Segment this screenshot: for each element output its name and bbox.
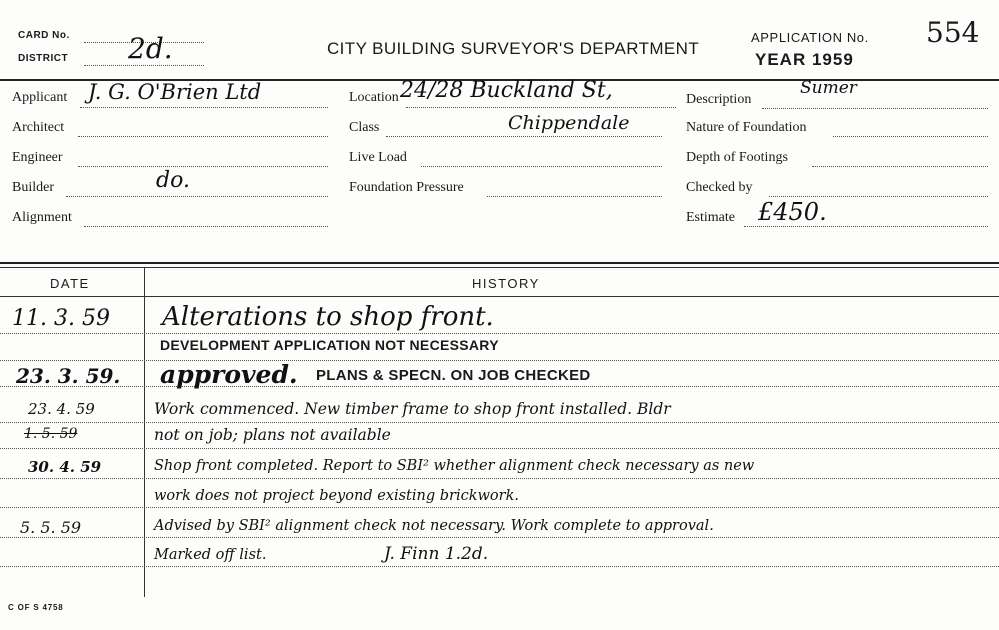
card-no-label: CARD No. [18,30,70,41]
district-label: DISTRICT [18,53,69,64]
history-entry-text: not on job; plans not available [154,426,391,444]
depth-of-footings-line [812,166,988,167]
history-date: 11. 3. 59 [12,306,110,331]
department-title: CITY BUILDING SURVEYOR'S DEPARTMENT [327,39,700,58]
district-line [84,65,204,66]
applicant-label: Applicant [12,90,68,105]
history-entry-text: approved. [160,360,298,389]
history-line [0,537,999,538]
description-line [762,108,988,109]
date-column-divider [144,267,145,597]
history-date: 5. 5. 59 [20,518,82,537]
history-entry-text: Advised by SBI² alignment check not necessary. Work complete to approval. [154,518,714,534]
history-entry-text: Work commenced. New timber frame to shop front installed. Bldr [154,400,671,418]
form-code: C OF S 4758 [8,603,64,612]
estimate-value: £450. [758,198,827,226]
foundation-pressure-line [487,196,662,197]
builder-value: do. [156,168,190,193]
builder-label: Builder [12,180,54,195]
class-label: Class [349,120,380,135]
history-line [0,478,999,479]
description-label: Description [686,92,752,107]
history-line [0,566,999,567]
alignment-line [84,226,328,227]
nature-of-foundation-label: Nature of Foundation [686,120,807,135]
history-date: 23. 4. 59 [28,400,95,418]
location-label: Location [349,90,399,105]
development-stamp: DEVELOPMENT APPLICATION NOT NECESSARY [160,337,499,353]
history-line [0,333,999,334]
alignment-label: Alignment [12,210,72,225]
application-no-value: 554 [926,16,980,49]
history-top-rule-2 [0,267,999,268]
nature-of-foundation-line [833,136,988,137]
engineer-label: Engineer [12,150,63,165]
history-top-rule [0,262,999,264]
history-entry-text: work does not project beyond existing brickwork. [154,488,519,504]
history-entry-text: Alterations to shop front. [162,302,494,332]
depth-of-footings-label: Depth of Footings [686,150,788,165]
applicant-value: J. G. O'Brien Ltd [88,80,262,104]
date-column-header: DATE [50,276,90,291]
applicant-line [80,107,328,108]
inspector-signature: J. Finn 1.2d. [384,544,489,564]
architect-line [78,136,328,137]
builder-line [66,196,328,197]
history-column-header: HISTORY [472,276,540,291]
history-line [0,448,999,449]
history-header-rule [0,296,999,297]
history-date-struck: 1. 5. 59 [24,426,78,442]
location-line [406,107,676,108]
live-load-label: Live Load [349,150,407,165]
year-label: YEAR 1959 [755,50,854,69]
history-entry-text: Shop front completed. Report to SBI² whether alignment check necessary as new [154,458,755,474]
history-date: 30. 4. 59 [28,458,102,476]
estimate-label: Estimate [686,210,735,225]
history-line [0,360,999,361]
location-line2-value: Chippendale [508,112,630,134]
history-entry-text: Marked off list. [154,547,267,563]
location-value: 24/28 Buckland St, [400,78,613,103]
history-line [0,386,999,387]
application-no-label: APPLICATION No. [751,30,869,45]
engineer-line [78,166,328,167]
live-load-line [421,166,662,167]
checked-by-line [769,196,988,197]
history-line [0,422,999,423]
checked-by-label: Checked by [686,180,753,195]
foundation-pressure-label: Foundation Pressure [349,180,464,195]
description-value: Sumer [800,78,857,98]
plans-checked-stamp: PLANS & SPECN. ON JOB CHECKED [316,367,591,384]
history-date: 23. 3. 59. [16,364,121,388]
architect-label: Architect [12,120,65,135]
history-line [0,507,999,508]
district-value: 2d. [128,32,173,65]
estimate-line [744,226,988,227]
class-line [386,136,662,137]
